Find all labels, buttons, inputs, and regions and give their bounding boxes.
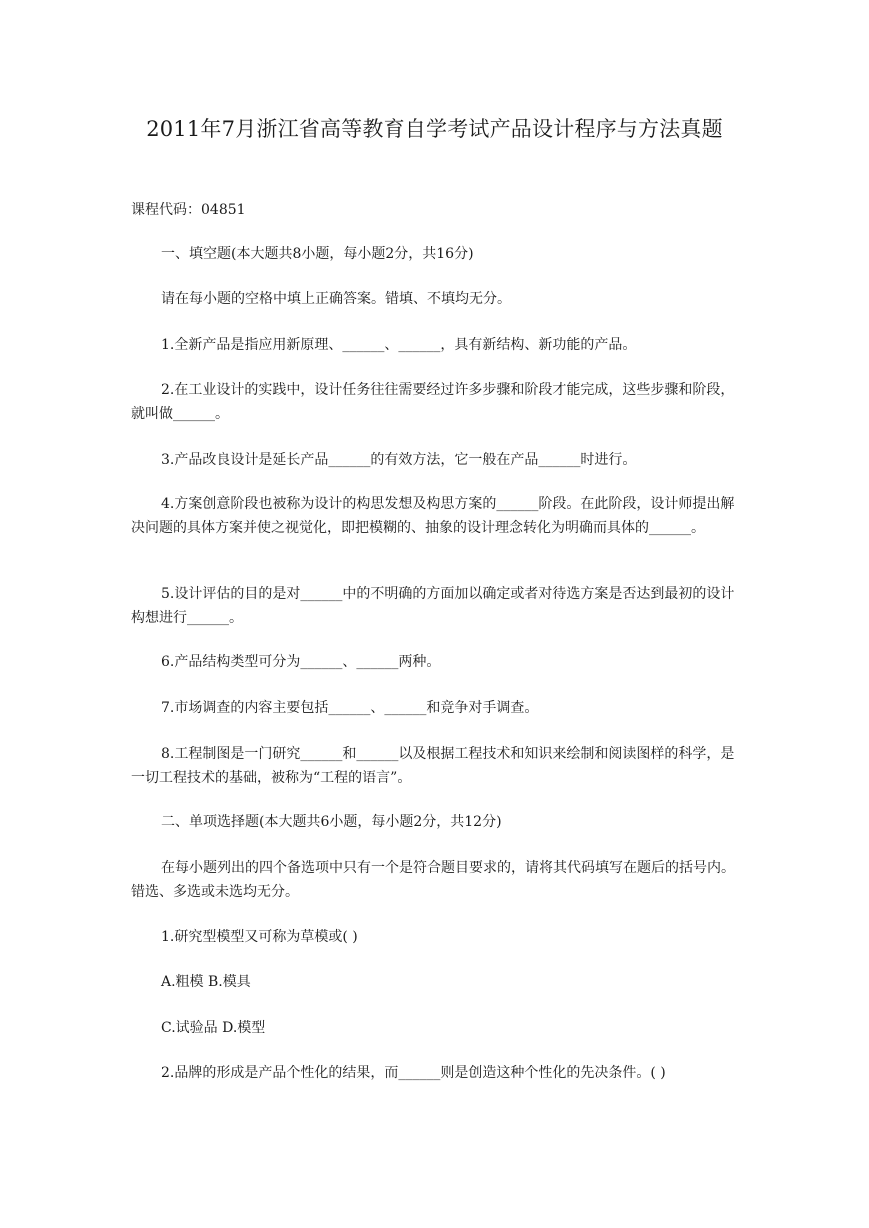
question-4: 4.方案创意阶段也被称为设计的构思发想及构思方案的______阶段。在此阶段，设计师提出解决问题的具体方案并使之视觉化，即把模糊的、抽象的设计理念转化为明确而具体的______。 — [131, 496, 735, 536]
page-title: 2011年7月浙江省高等教育自学考试产品设计程序与方法真题 — [146, 117, 723, 141]
section1-instruction: 请在每小题的空格中填上正确答案。错填、不填均无分。 — [161, 291, 511, 307]
section1-heading: 一、填空题(本大题共8小题，每小题2分，共16分) — [161, 246, 474, 262]
question-8: 8.工程制图是一门研究______和______以及根据工程技术和知识来绘制和阅读图样的科学，是一切工程技术的基础，被称为“工程的语言”。 — [131, 746, 735, 786]
question-3: 3.产品改良设计是延长产品______的有效方法，它一般在产品______时进行。 — [161, 452, 637, 468]
question-7: 7.市场调查的内容主要包括______、______和竞争对手调查。 — [161, 700, 539, 716]
choice-question-1-options-cd: C.试验品 D.模型 — [161, 1020, 266, 1036]
question-5: 5.设计评估的目的是对______中的不明确的方面加以确定或者对待选方案是否达到最初的设计构想进行______。 — [131, 586, 735, 626]
section2-heading: 二、单项选择题(本大题共6小题，每小题2分，共12分) — [161, 814, 502, 830]
choice-question-2: 2.品牌的形成是产品个性化的结果，而______则是创造这种个性化的先决条件。( ) — [161, 1065, 666, 1081]
question-1: 1.全新产品是指应用新原理、______、______，具有新结构、新功能的产品。 — [161, 337, 637, 353]
section2-instruction: 在每小题列出的四个备选项中只有一个是符合题目要求的，请将其代码填写在题后的括号内。错选、多选或未选均无分。 — [131, 860, 735, 900]
course-code: 课程代码：04851 — [131, 202, 246, 218]
question-6: 6.产品结构类型可分为______、______两种。 — [161, 654, 441, 670]
choice-question-1: 1.研究型模型又可称为草模或( ) — [161, 929, 358, 945]
choice-question-1-options-ab: A.粗模 B.模具 — [161, 974, 251, 990]
question-2: 2.在工业设计的实践中，设计任务往往需要经过许多步骤和阶段才能完成，这些步骤和阶段，就叫做______。 — [131, 382, 735, 422]
